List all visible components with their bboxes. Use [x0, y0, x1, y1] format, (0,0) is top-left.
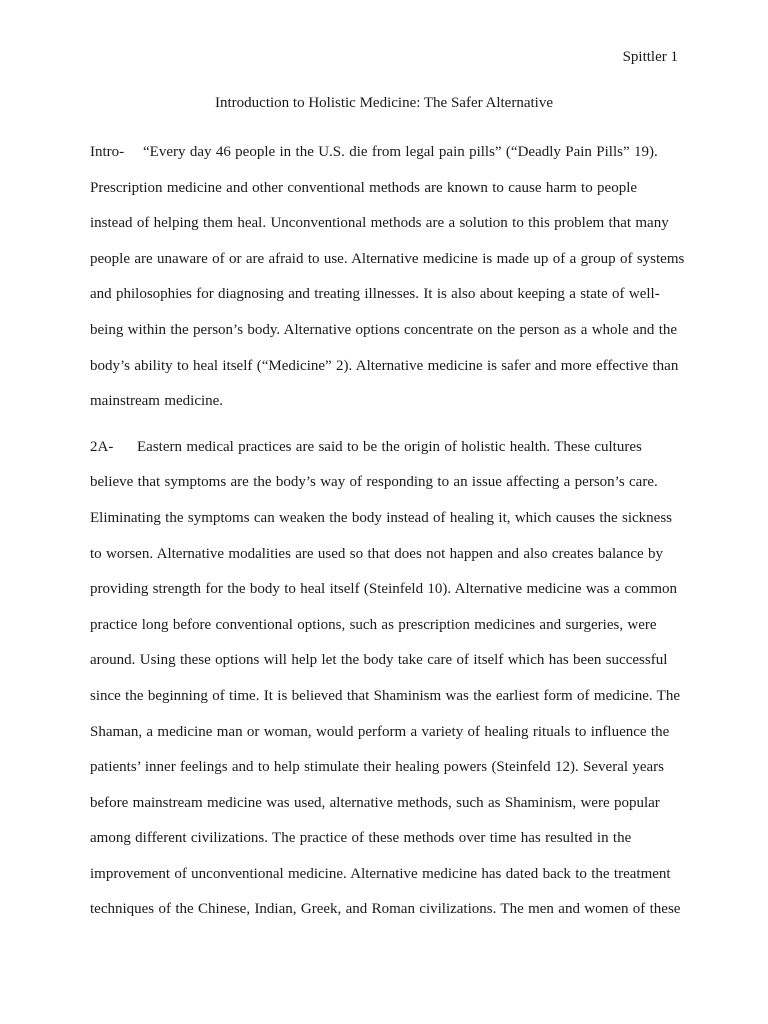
paragraph-intro	[90, 138, 685, 423]
text-line: since the beginning of time. It is believed that Shaminism was the earliest form of medicine. The	[90, 687, 681, 704]
paragraph-gap	[90, 423, 678, 433]
text-line: techniques of the Chinese, Indian, Greek, and Roman civilizations. The men and women of these	[90, 901, 681, 918]
text-line: to worsen. Alternative modalities are used so that does not happen and also creates balance by	[90, 545, 663, 562]
text-line: being within the person’s body. Alternative options concentrate on the person as a whole and the	[90, 321, 678, 338]
document-title: Introduction to Holistic Medicine: The Safer Alternative	[215, 95, 553, 111]
text-line: and philosophies for diagnosing and treating illnesses. It is also about keeping a state of well-	[90, 286, 660, 303]
text-line: patients’ inner feelings and to help stimulate their healing powers (Steinfeld 12). Several years	[90, 759, 665, 776]
text-line: believe that symptoms are the body’s way of responding to an issue affecting a person’s care.	[90, 474, 658, 491]
text-line: practice long before conventional options, such as prescription medicines and surgeries, were	[90, 616, 657, 633]
text-line: Eliminating the symptoms can weaken the body instead of healing it, which causes the sickness	[90, 509, 673, 526]
text-line: people are unaware of or are afraid to use. Alternative medicine is made up of a group of systems	[90, 250, 685, 267]
text-line	[90, 138, 678, 174]
text-line: Prescription medicine and other conventional methods are known to cause harm to people	[90, 179, 638, 196]
text-line: Shaman, a medicine man or woman, would perform a variety of healing rituals to influence the	[90, 723, 670, 740]
text-line: providing strength for the body to heal itself (Steinfeld 10). Alternative medicine was a common	[90, 581, 678, 598]
running-head: Spittler 1	[622, 49, 678, 65]
text-line: improvement of unconventional medicine. Alternative medicine has dated back to the treatment	[90, 865, 671, 882]
text-line: before mainstream medicine was used, alternative methods, such as Shaminism, were popular	[90, 794, 660, 811]
document-body	[90, 138, 685, 931]
paragraph-label: 2A-	[90, 438, 114, 455]
text-line: instead of helping them heal. Unconventional methods are a solution to this problem that many	[90, 215, 669, 232]
text-line: among different civilizations. The practice of these methods over time has resulted in the	[90, 830, 632, 847]
text-line: body’s ability to heal itself (“Medicine” 2). Alternative medicine is safer and more effective than	[90, 357, 679, 374]
paragraph-label: Intro-	[90, 144, 125, 160]
text-line: around. Using these options will help let the body take care of itself which has been successful	[90, 652, 668, 669]
line-text: “Every day 46 people in the U.S. die from legal pain pills” (“Deadly Pain Pills” 19).	[143, 144, 658, 160]
text-line: mainstream medicine.	[90, 393, 224, 410]
line-text: Eastern medical practices are said to be the origin of holistic health. These cultures	[137, 438, 642, 455]
text-line	[90, 433, 678, 469]
paragraph-2a	[90, 433, 681, 931]
